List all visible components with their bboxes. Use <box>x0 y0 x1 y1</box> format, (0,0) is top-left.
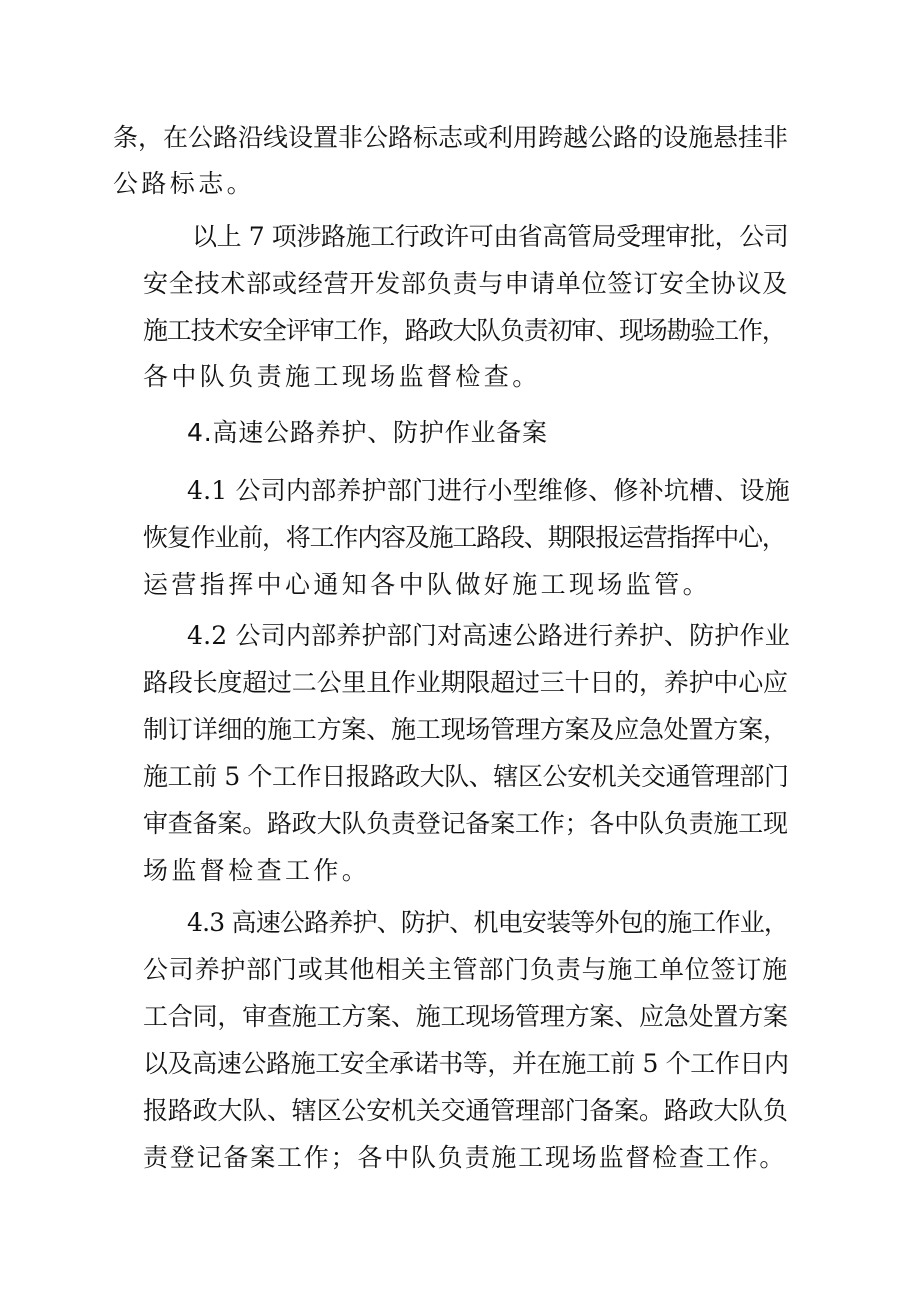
text-line: 运营指挥中心通知各中队做好施工现场监管。 <box>143 570 712 599</box>
text-line: 各中队负责施工现场监督检查。 <box>143 362 541 391</box>
section-heading: 4.高速公路养护、防护作业备案 <box>187 418 548 447</box>
text-line: 恢复作业前，将工作内容及施工路段、期限报运营指挥中心， <box>143 523 786 552</box>
text-line: 制订详细的施工方案、施工现场管理方案及应急处置方案， <box>143 715 788 744</box>
text-line: 施工前 5 个工作日报路政大队、辖区公安机关交通管理部门 <box>143 762 789 791</box>
text-line: 场监督检查工作。 <box>143 856 371 885</box>
text-line: 施工技术安全评审工作，路政大队负责初审、现场勘验工作， <box>143 316 786 345</box>
text-line: 责登记备案工作；各中队负责施工现场监督检查工作。 <box>143 1143 787 1172</box>
text-line: 公司养护部门或其他相关主管部门负责与施工单位签订施 <box>143 955 789 984</box>
text-line: 公路标志。 <box>113 169 256 198</box>
text-line: 路段长度超过二公里且作业期限超过三十日的，养护中心应 <box>143 668 788 697</box>
text-line: 以及高速公路施工安全承诺书等，并在施工前 5 个工作日内 <box>143 1049 789 1078</box>
text-line: 以上 7 项涉路施工行政许可由省高管局受理审批，公司 <box>192 222 789 251</box>
text-line: 工合同，审查施工方案、施工现场管理方案、应急处置方案 <box>143 1002 788 1031</box>
text-line: 安全技术部或经营开发部负责与申请单位签订安全协议及 <box>143 269 789 298</box>
text-line: 报路政大队、辖区公安机关交通管理部门备案。路政大队负 <box>143 1096 788 1125</box>
text-line: 4.1 公司内部养护部门进行小型维修、修补坑槽、设施 <box>187 476 790 505</box>
text-line: 4.2 公司内部养护部门对高速公路进行养护、防护作业 <box>187 621 790 650</box>
text-line: 审查备案。路政大队负责登记备案工作；各中队负责施工现 <box>143 809 788 838</box>
text-line: 条，在公路沿线设置非公路标志或利用跨越公路的设施悬挂非 <box>113 123 789 152</box>
text-line: 4.3 高速公路养护、防护、机电安装等外包的施工作业， <box>187 908 789 937</box>
